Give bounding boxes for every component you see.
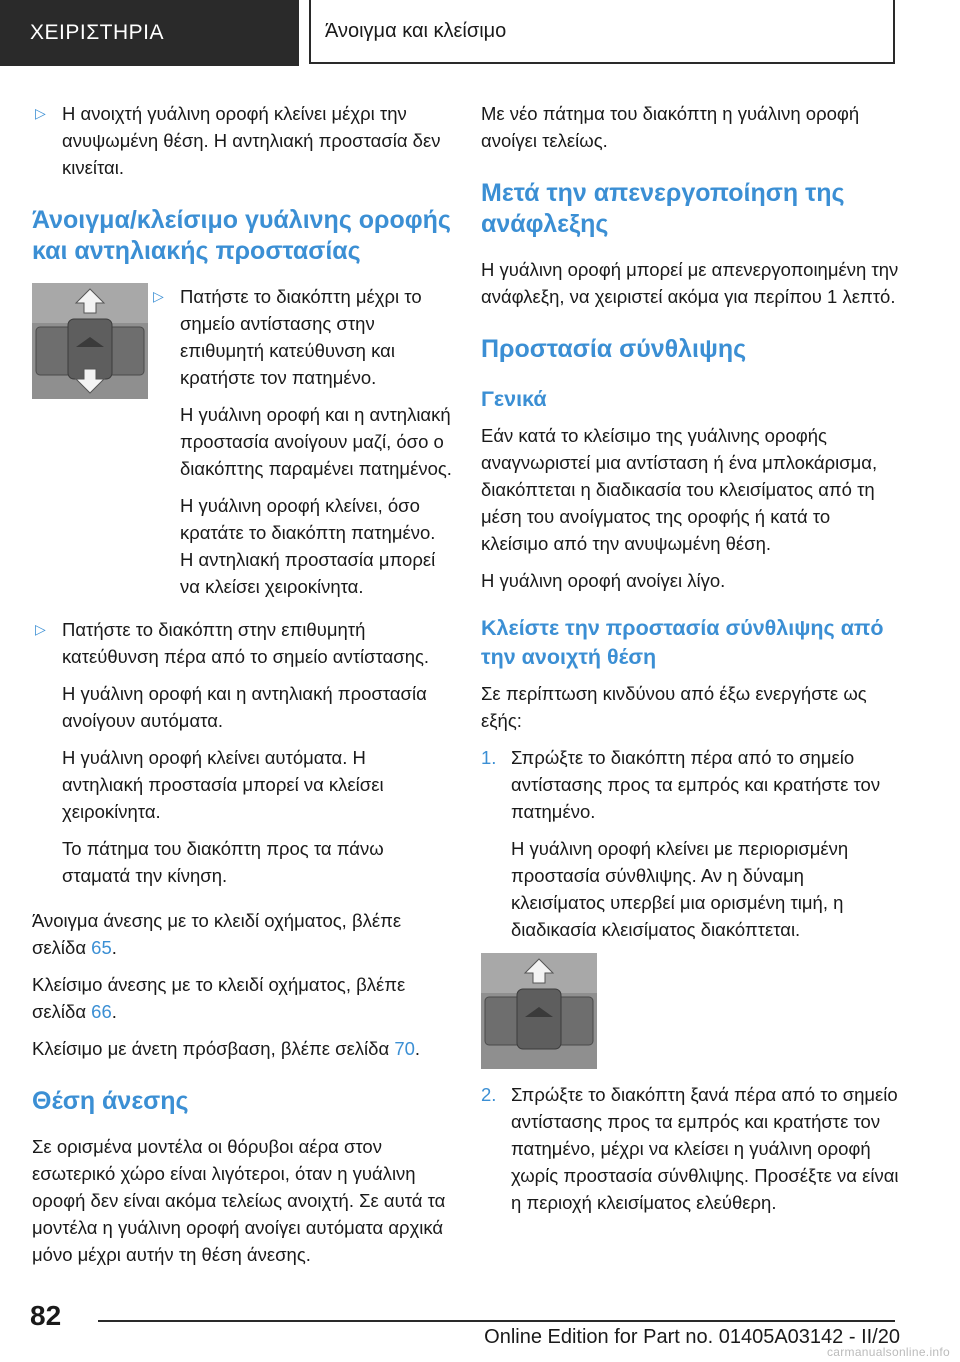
- step-number: 1.: [481, 747, 497, 768]
- cross-reference: Κλείσιμο με άνετη πρόσβαση, βλέπε σελίδα 70.: [32, 1038, 421, 1059]
- step-text: Σπρώξτε το διακόπτη πέρα από το σημείο αντίστασης προς τα εμπρός και κρατήστε τον πατημένο.: [511, 747, 881, 822]
- footer-divider: [98, 1320, 895, 1322]
- triangle-bullet-icon: ▷: [35, 621, 46, 637]
- watermark: carmanualsonline.info: [826, 1345, 950, 1359]
- bullet-text: Η γυάλινη οροφή και η αντηλιακή προστασία ανοίγουν μαζί, όσο ο διακόπτης παραμένει πατημένος.: [180, 404, 452, 479]
- step-text: Η γυάλινη οροφή κλείνει με περιορισμένη προστασία σύνθλιψης. Αν η δύναμη κλεισίματος υπερβεί μια ορισμένη τιμή, η διαδικασία κλεισίματος διακόπτεται.: [511, 838, 849, 940]
- page-link-65[interactable]: 65: [91, 937, 112, 958]
- step-text: Σπρώξτε το διακόπτη ξανά πέρα από το σημείο αντίστασης προς τα εμπρός και κρατήστε τον πατημένο, μέχρι να κλείσει η γυάλινη οροφή χωρίς προστασία σύνθλιψης. Προσέξτε να είναι η περιοχή κλεισίματος ελεύθερη.: [511, 1084, 899, 1213]
- left-column: [32, 100, 452, 1278]
- subsection-heading: Γενικά: [481, 387, 547, 411]
- section-heading: Άνοιγμα/κλείσιμο γυάλινης οροφής και αντηλιακής προστασίας: [32, 206, 451, 265]
- reference-text: Άνοιγμα άνεσης με το κλειδί οχήματος, βλέπε σελίδα: [32, 910, 402, 958]
- triangle-bullet-icon: ▷: [153, 288, 164, 304]
- reference-text: Κλείσιμο με άνετη πρόσβαση, βλέπε σελίδα: [32, 1038, 395, 1059]
- bullet-text: Πατήστε το διακόπτη στην επιθυμητή κατεύθυνση πέρα από το σημείο αντίστασης.: [62, 619, 430, 667]
- bullet-text: Η γυάλινη οροφή κλείνει, όσο κρατάτε το διακόπτη πατημένο. Η αντηλιακή προστασία μπορεί να κλείσει χειροκίνητα.: [180, 495, 436, 597]
- roof-switch-image: [481, 953, 597, 1069]
- body-paragraph: Σε περίπτωση κινδύνου από έξω ενεργήστε ως εξής:: [481, 683, 867, 731]
- reference-text: Κλείσιμο άνεσης με το κλειδί οχήματος, βλέπε σελίδα: [32, 974, 406, 1022]
- cross-reference: Κλείσιμο άνεσης με το κλειδί οχήματος, βλέπε σελίδα 66.: [32, 974, 406, 1022]
- body-paragraph: Η γυάλινη οροφή μπορεί με απενεργοποιημένη την ανάφλεξη, να χειριστεί ακόμα για περίπου 1 λεπτό.: [481, 259, 899, 307]
- section-tab: ΧΕΙΡΙΣΤΗΡΙΑ: [0, 0, 299, 66]
- page-link-70[interactable]: 70: [394, 1038, 415, 1059]
- section-heading: Προστασία σύνθλιψης: [481, 335, 747, 363]
- body-paragraph: Εάν κατά το κλείσιμο της γυάλινης οροφής αναγνωριστεί μια αντίσταση ή ένα μπλοκάρισμα, διακόπτεται η διαδικασία του κλεισίματος από τη μέση του ανοίγματος της οροφής ή κατά το κλείσιμο από την ανυψωμένη θέση.: [481, 425, 878, 554]
- subsection-heading: Κλείστε την προστασία σύνθλιψης από την ανοιχτή θέση: [481, 616, 884, 669]
- cross-reference: Άνοιγμα άνεσης με το κλειδί οχήματος, βλέπε σελίδα 65.: [32, 910, 402, 958]
- bullet-item: [32, 100, 452, 181]
- bullet-text: Η γυάλινη οροφή και η αντηλιακή προστασία ανοίγουν αυτόματα.: [62, 683, 427, 731]
- bullet-item: [32, 616, 452, 889]
- bullet-text: Το πάτημα του διακόπτη προς τα πάνω σταματά την κίνηση.: [62, 838, 384, 886]
- body-paragraph: Με νέο πάτημα του διακόπτη η γυάλινη οροφή ανοίγει τελείως.: [481, 103, 860, 151]
- bullet-text: Πατήστε το διακόπτη μέχρι το σημείο αντίστασης στην επιθυμητή κατεύθυνση και κρατήστε τον πατημένο.: [180, 286, 422, 388]
- step-number: 2.: [481, 1084, 497, 1105]
- bullet-item: [150, 283, 452, 600]
- numbered-step: [481, 1081, 901, 1216]
- triangle-bullet-icon: ▷: [35, 105, 46, 121]
- numbered-step: [481, 744, 901, 943]
- switch-figure-row: [32, 283, 452, 610]
- page-number: 82: [30, 1300, 62, 1331]
- chapter-title: Άνοιγμα και κλείσιμο: [309, 0, 895, 64]
- right-column: [481, 100, 901, 1226]
- page-link-66[interactable]: 66: [91, 1001, 112, 1022]
- body-paragraph: Η γυάλινη οροφή ανοίγει λίγο.: [481, 570, 726, 591]
- body-paragraph: Σε ορισμένα μοντέλα οι θόρυβοι αέρα στον εσωτερικό χώρο είναι λιγότεροι, όταν η γυάλινη οροφή δεν είναι ακόμα τελείως ανοιχτή. Σε αυτά τα μοντέλα η γυάλινη οροφή ανοίγει αυτόματα αρχικά μόνο μέχρι αυτήν τη θέση άνεσης.: [32, 1136, 446, 1265]
- bullet-text: Η ανοιχτή γυάλινη οροφή κλείνει μέχρι την ανυψωμένη θέση. Η αντηλιακή προστασία δεν κινείται.: [62, 103, 441, 178]
- section-heading: Μετά την απενεργοποίηση της ανάφλεξης: [481, 179, 845, 238]
- bullet-text: Η γυάλινη οροφή κλείνει αυτόματα. Η αντηλιακή προστασία μπορεί να κλείσει χειροκίνητα.: [62, 747, 384, 822]
- edition-note: Online Edition for Part no. 01405A03142 - II/20: [484, 1326, 900, 1348]
- section-heading: Θέση άνεσης: [32, 1087, 189, 1115]
- roof-switch-image: [32, 283, 148, 399]
